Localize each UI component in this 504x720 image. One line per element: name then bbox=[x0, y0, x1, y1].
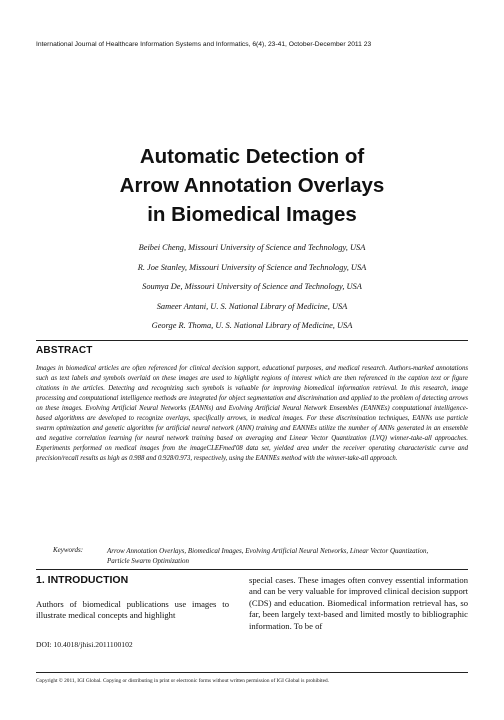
intro-right-paragraph: special cases. These images often convey essential information and can be very valuable for improved clinical decision support (CDS) and education. Biomedical information retrieval has, so far, been largely text-based and limited mostly to bibliographic information. To be of bbox=[249, 575, 468, 631]
intro-left-column bbox=[36, 599, 229, 622]
doi: DOI: 10.4018/jhisi.2011100102 bbox=[36, 640, 133, 649]
intro-left-paragraph: Authors of biomedical publications use images to illustrate medical concepts and highlight bbox=[36, 599, 229, 621]
intro-right-column bbox=[249, 575, 468, 632]
article-title bbox=[40, 142, 464, 229]
copyright-notice: Copyright © 2011, IGI Global. Copying or distributing in print or electronic forms without written permission of IGI Global is prohibited. bbox=[36, 678, 329, 684]
author-line: R. Joe Stanley, Missouri University of Science and Technology, USA bbox=[137, 262, 367, 272]
title-line-3: in Biomedical Images bbox=[147, 203, 357, 226]
abstract-top-rule bbox=[36, 340, 468, 341]
running-header: International Journal of Healthcare Information Systems and Informatics, 6(4), 23-41, October-December 2011 23 bbox=[36, 41, 372, 48]
abstract-text bbox=[36, 364, 468, 464]
section-heading-introduction: 1. INTRODUCTION bbox=[36, 574, 129, 586]
keywords-label: Keywords: bbox=[53, 546, 84, 554]
title-line-1: Automatic Detection of bbox=[139, 145, 365, 168]
keywords-text: Arrow Annotation Overlays, Biomedical Images, Evolving Artificial Neural Networks, Linear Vector Quantization, Particle Swarm Optimization bbox=[107, 547, 429, 566]
abstract-heading: ABSTRACT bbox=[36, 345, 93, 356]
title-line-2: Arrow Annotation Overlays bbox=[119, 174, 385, 197]
author-line: Beibei Cheng, Missouri University of Science and Technology, USA bbox=[138, 243, 366, 252]
footer-rule bbox=[36, 672, 468, 673]
abstract-paragraph: Images in biomedical articles are often referenced for clinical decision support, educational purposes, and medical research. Authors-marked annotations such as text labels and symbols overlaid on these images are used to highlight regions of interest which are then referenced in the caption text or figure citations in the articles. Detecting and recognizing such symbols is valuable for improving biomedical information retrieval. In this research, image processing and computational intelligence methods are integrated for object segmentation and discrimination and applied to the problem of detecting arrows on these images. Evolving Artificial Neural Networks (EANNs) and Evolving Artificial Neural Network Ensembles (EANNEs) computational intelligence-based algorithms are developed to recognize overlays, specifically arrows, in medical images. For these discrimination techniques, EANNs use particle swarm optimization and genetic algorithm for artificial neural network (ANN) training and EANNEs utilize the number of ANNs generated in an ensemble and negative correlation learning for neural network training based on averaging and Linear Vector Quantization (LVQ) winner-take-all approaches. Experiments performed on medical images from the imageCLEFmed'08 data set, yielded area under the receiver operating characteristic curve and precision/recall results as high as 0.988 and 0.928/0.973, respectively, using the EANNEs method with the winner-take-all approach. bbox=[36, 365, 468, 463]
abstract-bottom-rule bbox=[36, 569, 468, 570]
author-line: Soumya De, Missouri University of Science and Technology, USA bbox=[142, 282, 362, 292]
author-line: Sameer Antani, U. S. National Library of Medicine, USA bbox=[156, 301, 348, 311]
author-list bbox=[40, 238, 464, 336]
author-line: George R. Thoma, U. S. National Library of Medicine, USA bbox=[151, 321, 353, 331]
